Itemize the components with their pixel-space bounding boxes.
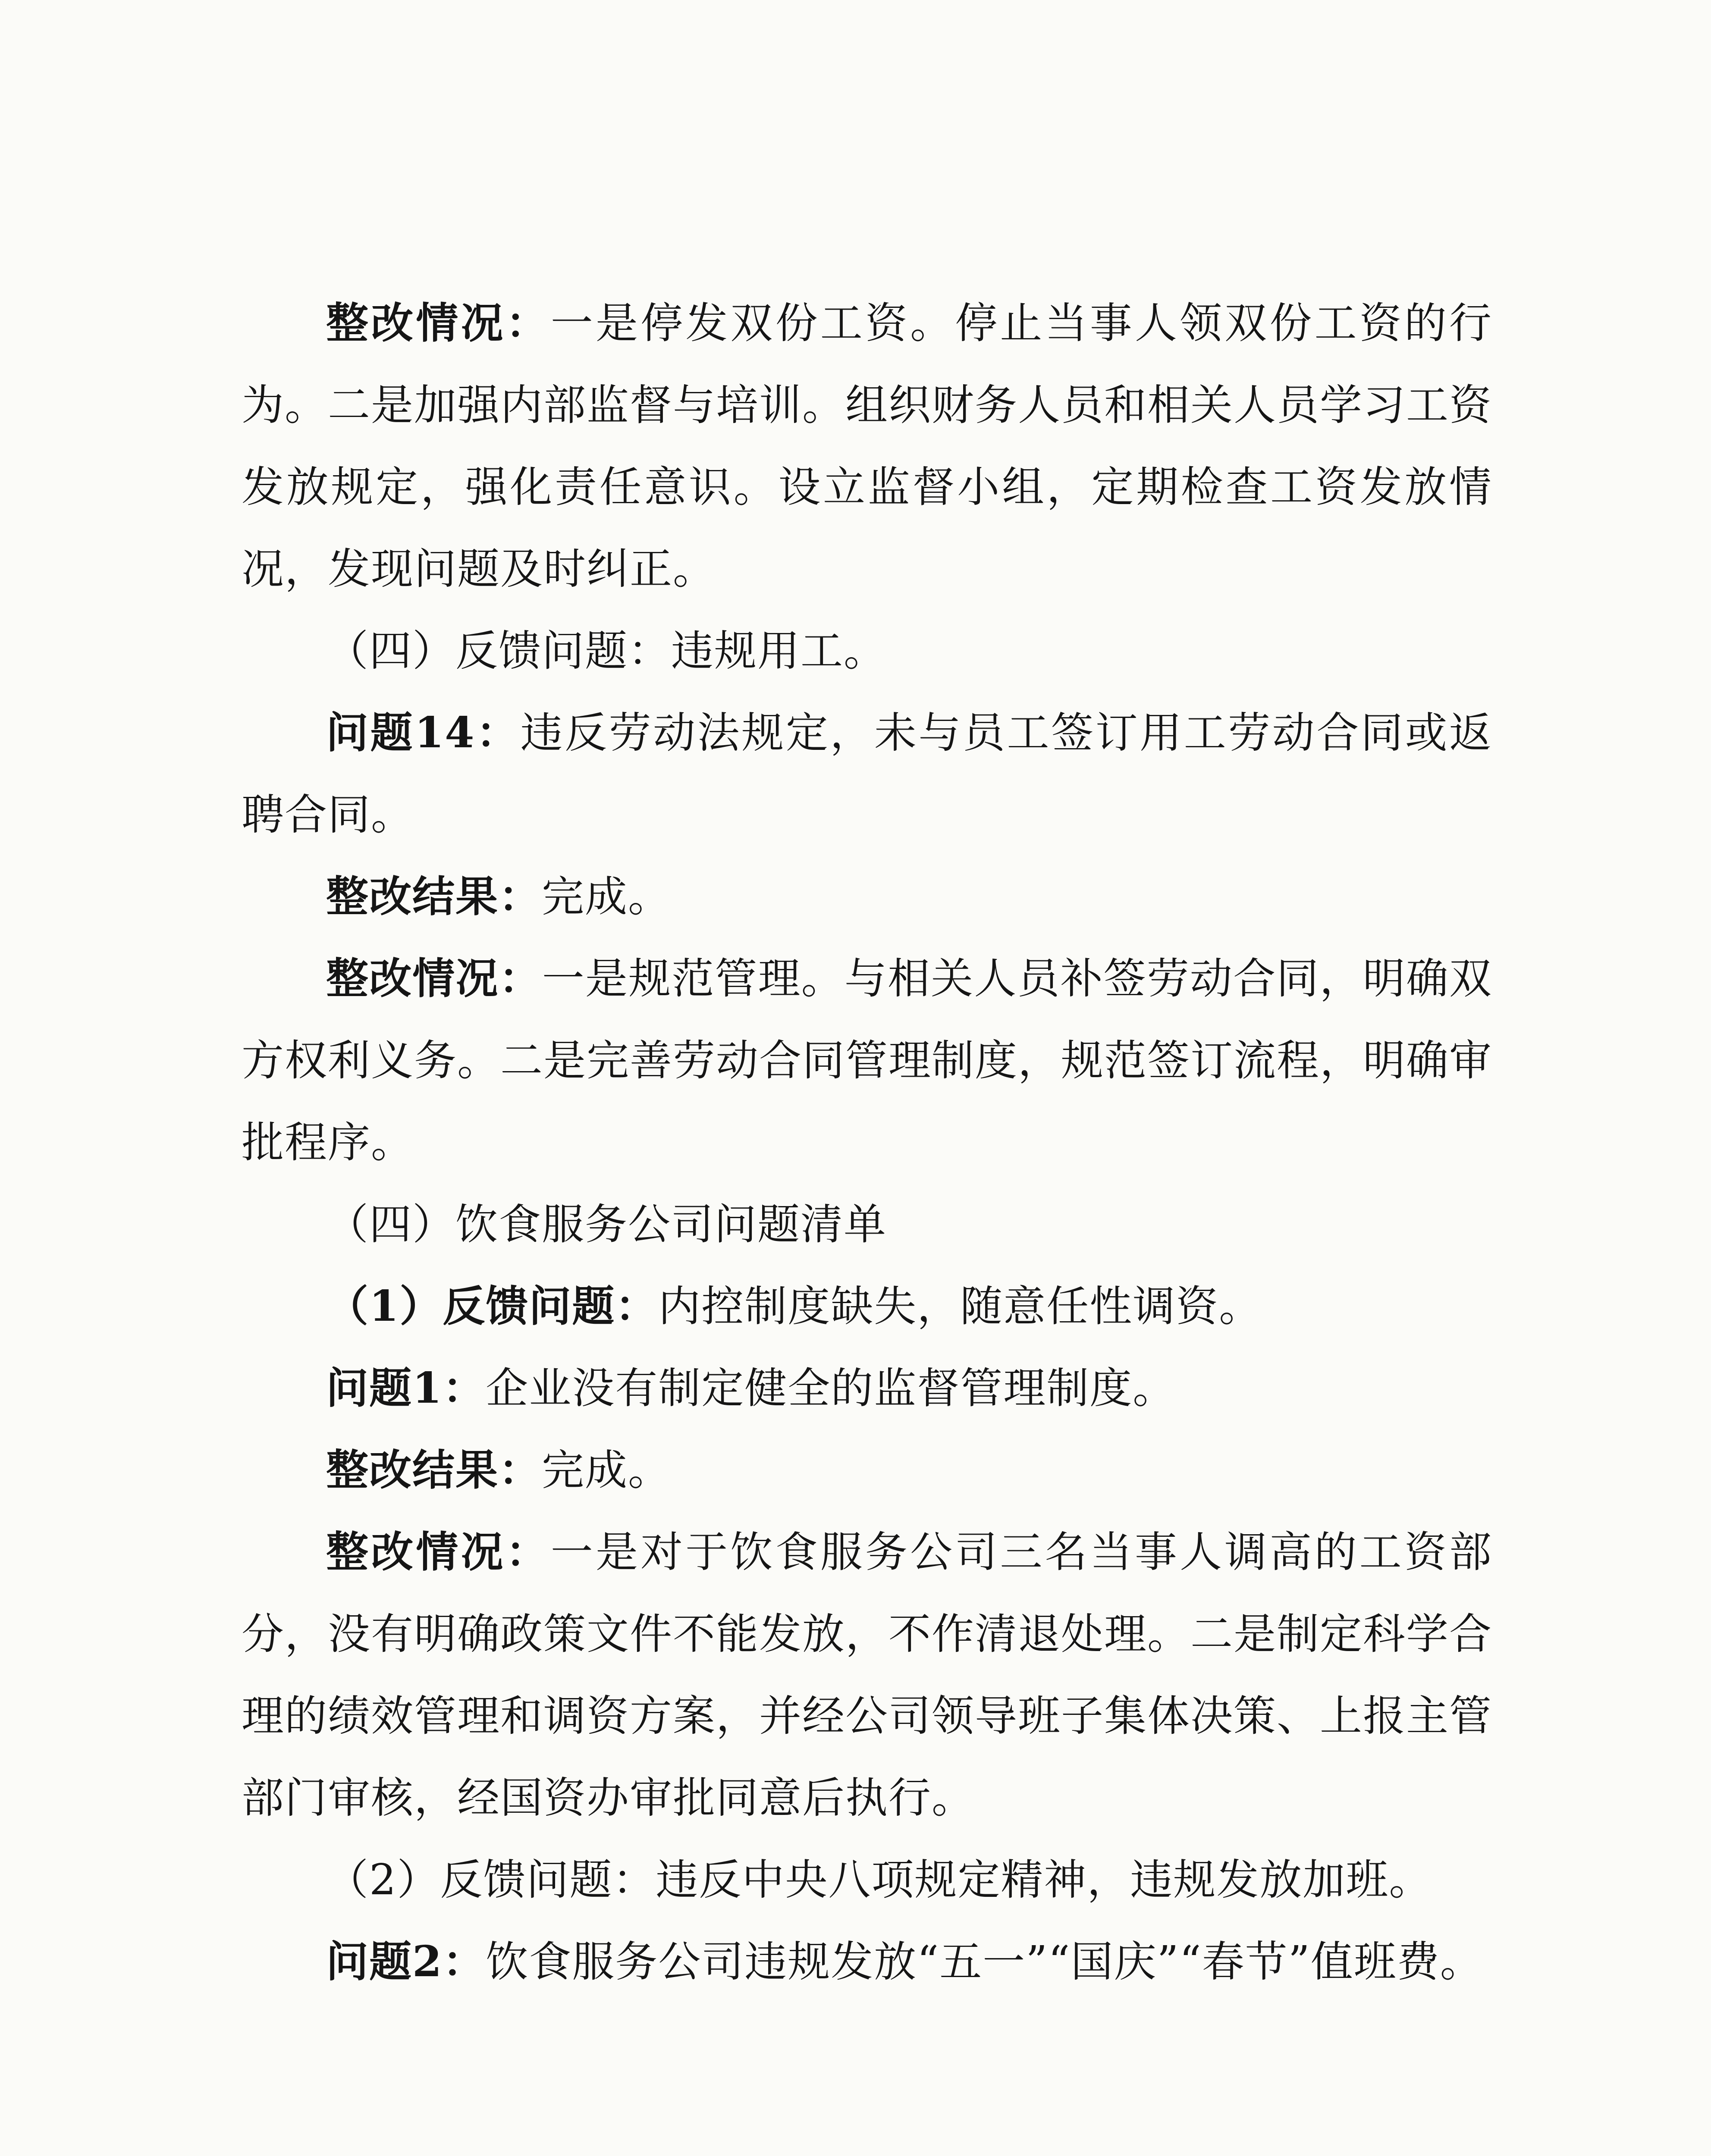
section-heading-catering-company bbox=[242, 1184, 1492, 1266]
paragraph-text: 饮食服务公司违规发放“五一”“国庆”“春节”值班费。 bbox=[486, 1937, 1483, 1987]
paragraph-text: （2）反馈问题：违反中央八项规定精神，违规发放加班。 bbox=[326, 1855, 1432, 1905]
paragraph-label: 整改情况： bbox=[326, 954, 542, 1003]
paragraph-text: （四）反馈问题：违规用工。 bbox=[326, 627, 887, 676]
paragraph-text: 内控制度缺失，随意任性调资。 bbox=[658, 1282, 1262, 1331]
paragraph-text: 完成。 bbox=[542, 1446, 672, 1495]
paragraph-problem-1 bbox=[242, 1348, 1492, 1429]
paragraph-rectification-result-1 bbox=[242, 856, 1492, 938]
paragraph-text: 一是停发双份工资。停止当事人领双份工资的行为。二是加强内部监督与培训。组织财务人员和相关人员学习工资发放规定，强化责任意识。设立监督小组，定期检查工资发放情况，发现问题及时纠正。 bbox=[242, 299, 1493, 594]
paragraph-label: （1）反馈问题： bbox=[326, 1282, 659, 1331]
paragraph-label: 整改结果： bbox=[326, 872, 542, 921]
paragraph-rectification-status-2 bbox=[242, 938, 1492, 1184]
paragraph-label: 整改结果： bbox=[326, 1445, 542, 1495]
paragraph-text: 企业没有制定健全的监督管理制度。 bbox=[486, 1364, 1176, 1413]
paragraph-text: 完成。 bbox=[542, 872, 672, 921]
paragraph-rectification-status-1 bbox=[242, 282, 1492, 610]
section-heading-illegal-employment bbox=[242, 610, 1492, 692]
paragraph-label: 问题1： bbox=[326, 1363, 486, 1413]
paragraph-problem-2 bbox=[242, 1921, 1492, 2003]
paragraph-text: （四）饮食服务公司问题清单 bbox=[326, 1200, 887, 1249]
paragraph-text: 违反劳动法规定，未与员工签订用工劳动合同或返聘合同。 bbox=[242, 708, 1492, 840]
paragraph-feedback-issue-1 bbox=[242, 1266, 1492, 1348]
paragraph-label: 问题2： bbox=[326, 1937, 486, 1987]
paragraph-text: 一是对于饮食服务公司三名当事人调高的工资部分，没有明确政策文件不能发放，不作清退处理。二是制定科学合理的绩效管理和调资方案，并经公司领导班子集体决策、上报主管部门审核，经国资办审批同意后执行。 bbox=[242, 1528, 1493, 1823]
document-body bbox=[242, 282, 1492, 2003]
paragraph-label: 问题14： bbox=[326, 708, 521, 758]
paragraph-label: 整改情况： bbox=[326, 298, 551, 348]
paragraph-rectification-result-2 bbox=[242, 1429, 1492, 1511]
section-heading-feedback-issue-2 bbox=[242, 1839, 1492, 1921]
paragraph-problem-14 bbox=[242, 692, 1492, 856]
paragraph-label: 整改情况： bbox=[326, 1527, 551, 1577]
paragraph-rectification-status-3 bbox=[242, 1511, 1492, 1839]
paragraph-text: 一是规范管理。与相关人员补签劳动合同，明确双方权利义务。二是完善劳动合同管理制度，规范签订流程，明确审批程序。 bbox=[242, 954, 1493, 1167]
